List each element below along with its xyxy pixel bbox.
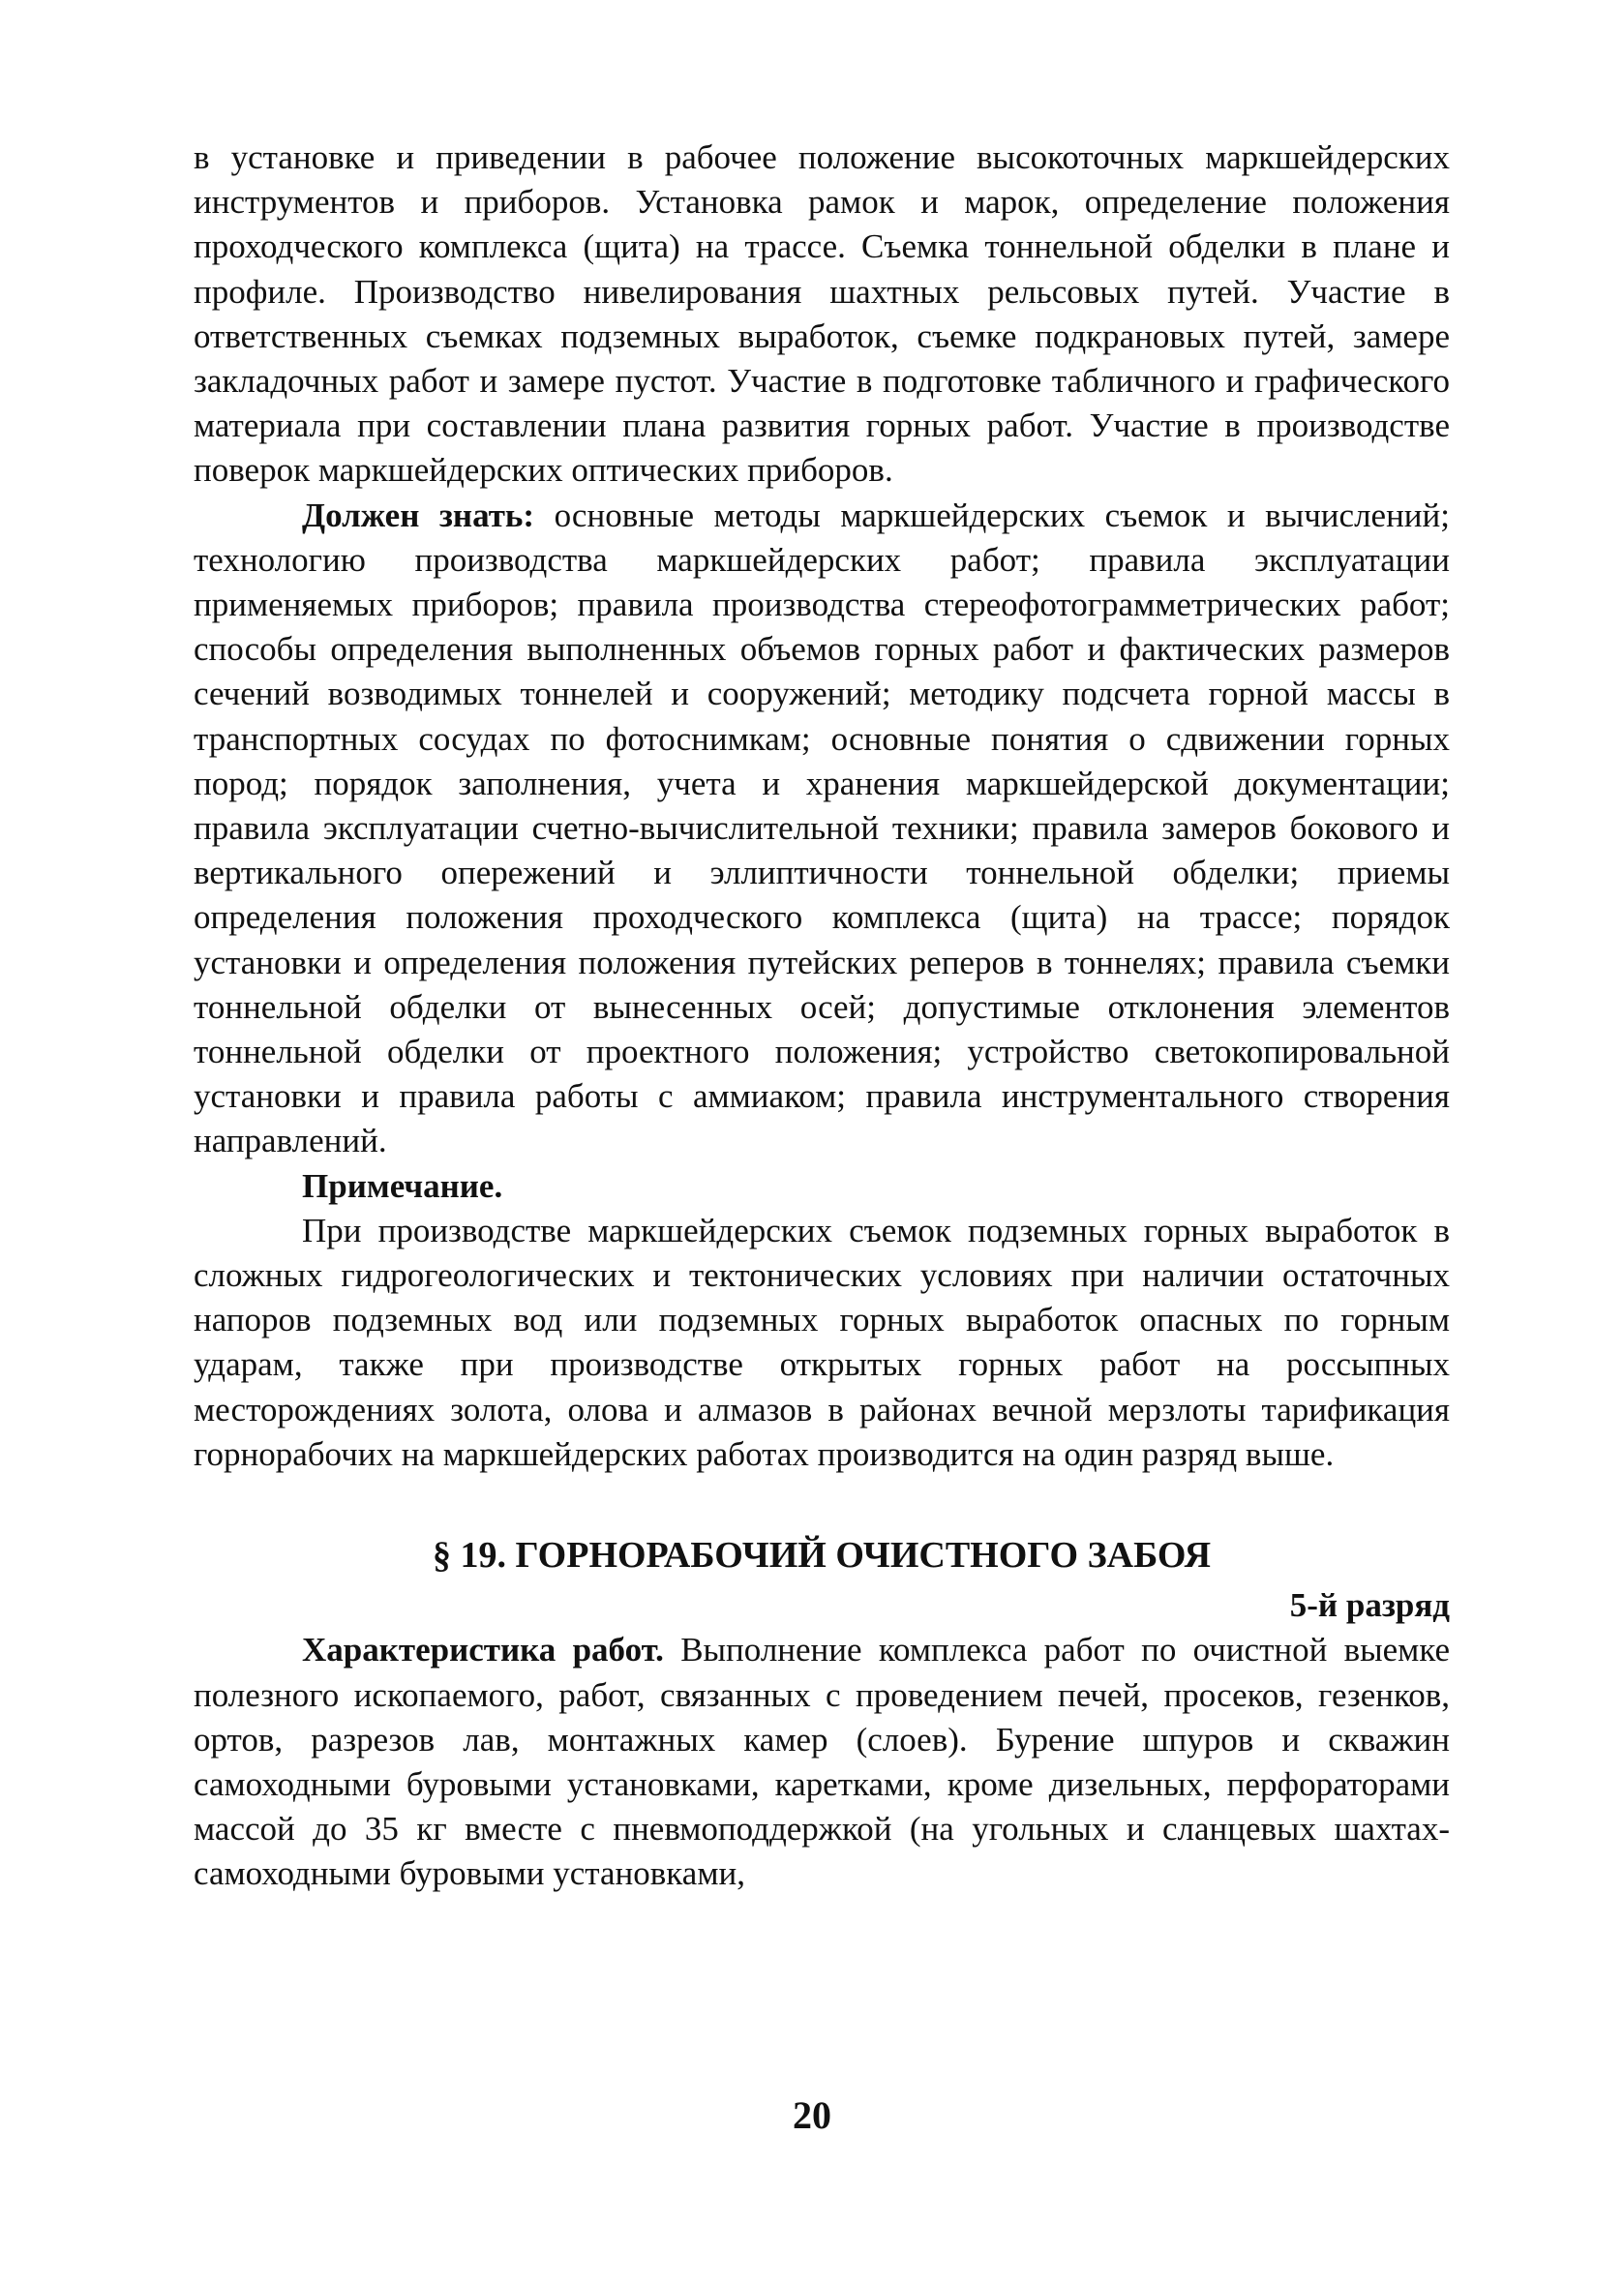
work-characteristics-label: Характеристика работ. [302,1631,664,1669]
section-title: § 19. ГОРНОРАБОЧИЙ ОЧИСТНОГО ЗАБОЯ [432,1535,1212,1577]
note-paragraph: При производстве маркшейдерских съемок подземных горных выработок в сложных гидрогеологических и тектонических условиях при наличии остаточных напоров подземных вод или подземных горных выработок опасных по горным ударам, также при производстве открытых горных работ на россыпных месторождениях золота, олова и алмазов в районах вечной мерзлоты тарификация горнорабочих на маркшейдерских работах производится на один разряд выше. [194,1211,1450,1473]
paragraph-continuation: в установке и приведении в рабочее положение высокоточных маркшейдерских инструментов и приборов. Установка рамок и марок, определение положения проходческого комплекса (щита) на трассе. Съемка тоннельной обделки в плане и профиле. Производство нивелирования шахтных рельсовых путей. Участие в ответственных съемках подземных выработок, съемке подкрановых путей, замере закладочных работ и замере пустот. Участие в подготовке табличного и графического материала при составлении плана развития горных работ. Участие в производстве поверок маркшейдерских оптических приборов. [194,138,1450,490]
must-know-label: Должен знать: [302,496,535,534]
work-characteristics-text: Выполнение комплекса работ по очистной выемке полезного ископаемого, работ, связанных с проведением печей, просеков, гезенков, ортов, разрезов лав, монтажных камер (слоев). Бурение шпуров и скважин самоходными буровыми установками, каретками, кроме дизельных, перфораторами массой до 35 кг вместе с пневмоподдержкой (на угольных и сланцевых шахтах-самоходными буровыми установками, [194,1631,1450,1893]
work-characteristics-paragraph [194,1628,1450,1896]
note-title: Примечание. [302,1166,503,1205]
must-know-paragraph [194,494,1450,1164]
page-content [194,135,1450,1897]
grade-label: 5-й разряд [1289,1586,1450,1625]
must-know-text: основные методы маркшейдерских съемок и вычислений; технологию производства маркшейдерских работ; правила эксплуатации применяемых приборов; правила производства стереофотограмметрических работ; способы определения выполненных объемов горных работ и фактических размеров сечений возводимых тоннелей и сооружений; методику подсчета горной массы в транспортных сосудах по фотоснимкам; основные понятия о сдвижении горных пород; порядок заполнения, учета и хранения маркшейдерской документации; правила эксплуатации счетно-вычислительной техники; правила замеров бокового и вертикального опережений и эллиптичности тоннельной обделки; приемы определения положения проходческого комплекса (щита) на трассе; порядок установки и определения положения путейских реперов в тоннелях; правила съемки тоннельной обделки от вынесенных осей; допустимые отклонения элементов тоннельной обделки от проектного положения; устройство светокопировальной установки и правила работы с аммиаком; правила инструментального створения направлений. [194,496,1450,1160]
page-number: 20 [793,2093,831,2137]
